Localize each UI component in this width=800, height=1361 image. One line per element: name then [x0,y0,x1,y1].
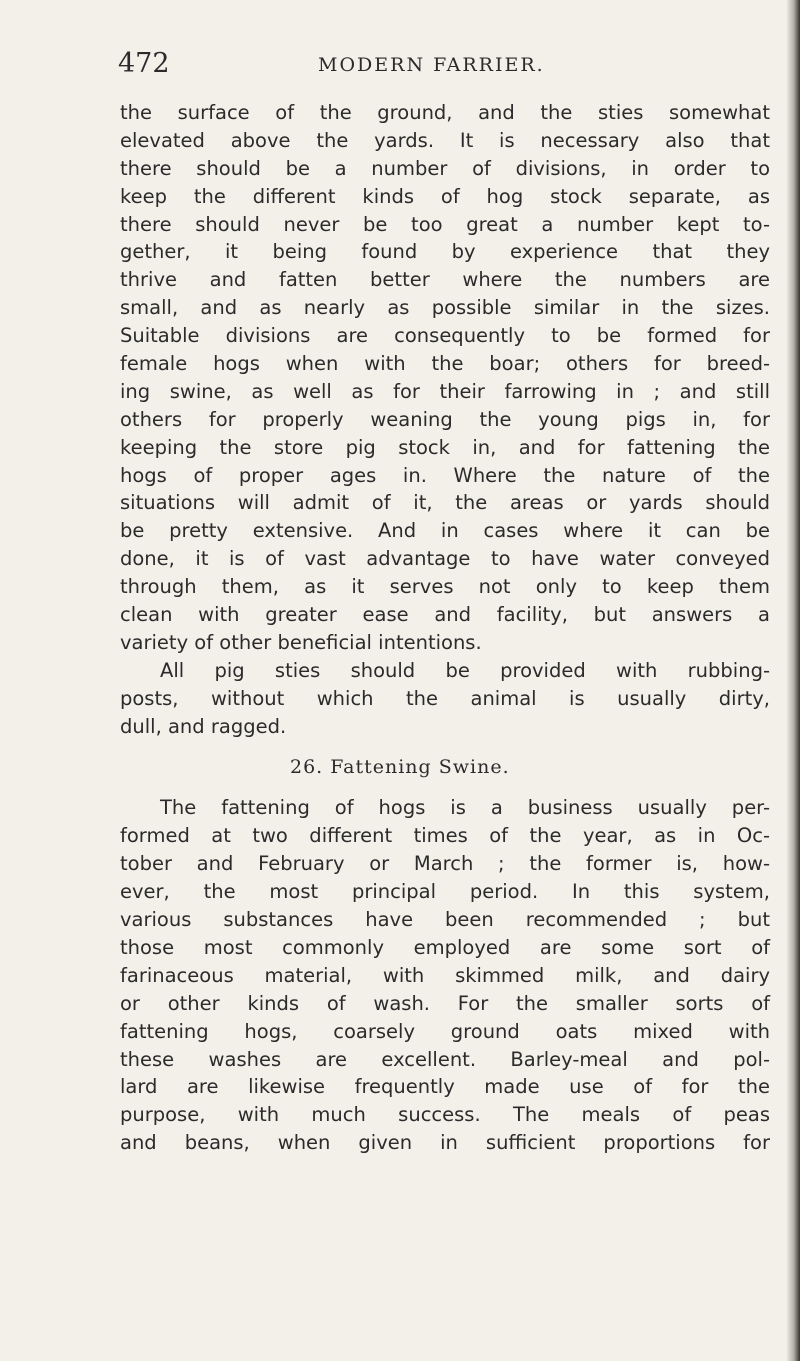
text-line: variety of other beneficial intentions. [120,630,482,654]
text-line: small, and as nearly as possible similar in the sizes. [120,296,770,320]
text-line: gether, it being found by experience that they [120,240,770,264]
text-line: various substances have been recommended ; but [120,908,770,932]
text-line: be pretty extensive. And in cases where it can be [120,519,770,543]
page-number: 472 [118,48,170,79]
text-line: those most commonly employed are some sort of [120,935,770,959]
text-line: dull, and ragged. [120,714,287,738]
text-line: keeping the store pig stock in, and for fattening the [120,435,770,459]
text-line: All pig sties should be provided with rubbing- [160,658,770,682]
text-line: The fattening of hogs is a business usually per- [160,796,770,820]
text-line: elevated above the yards. It is necessary also that [120,128,770,152]
text-line: lard are likewise frequently made use of for the [120,1075,770,1099]
text-line: ing swine, as well as for their farrowing in ; and still [120,379,770,403]
text-line: female hogs when with the boar; others for breed- [120,352,770,376]
text-line: done, it is of vast advantage to have water conveyed [120,547,770,571]
text-line: fattening hogs, coarsely ground oats mixed with [120,1019,770,1043]
text-line: keep the different kinds of hog stock separate, as [120,184,770,208]
page-edge-shadow [786,0,800,1361]
body-text [120,99,770,1157]
page-header [118,48,768,88]
text-line: there should never be too great a number kept to- [120,212,770,236]
paragraph-fattening [120,794,770,1157]
text-line: thrive and fatten better where the numbers are [120,268,770,292]
text-line: others for properly weaning the young pigs in, for [120,407,770,431]
text-line: there should be a number of divisions, in order to [120,156,770,180]
running-head: MODERN FARRIER. [318,54,545,76]
text-line: tober and February or March ; the former is, how- [120,852,770,876]
text-line: formed at two different times of the year, as in Oc- [120,824,770,848]
text-line: Suitable divisions are consequently to be formed for [120,324,770,348]
text-line: clean with greater ease and facility, but answers a [120,603,770,627]
paragraph-rubbing-posts [120,657,770,741]
text-line: purpose, with much success. The meals of peas [120,1103,770,1127]
paragraph-sties [120,99,770,657]
text-line: these washes are excellent. Barley-meal and pol- [120,1047,770,1071]
text-line: or other kinds of wash. For the smaller sorts of [120,991,770,1015]
section-heading: 26. Fattening Swine. [290,756,510,779]
text-line: ever, the most principal period. In this system, [120,880,770,904]
text-line: posts, without which the animal is usually dirty, [120,686,770,710]
text-line: hogs of proper ages in. Where the nature of the [120,463,770,487]
text-line: farinaceous material, with skimmed milk, and dairy [120,963,770,987]
text-line: the surface of the ground, and the sties somewhat [120,101,770,124]
text-line: and beans, when given in sufficient proportions for [120,1131,770,1155]
text-line: situations will admit of it, the areas or yards should [120,491,770,515]
text-line: through them, as it serves not only to keep them [120,575,770,599]
